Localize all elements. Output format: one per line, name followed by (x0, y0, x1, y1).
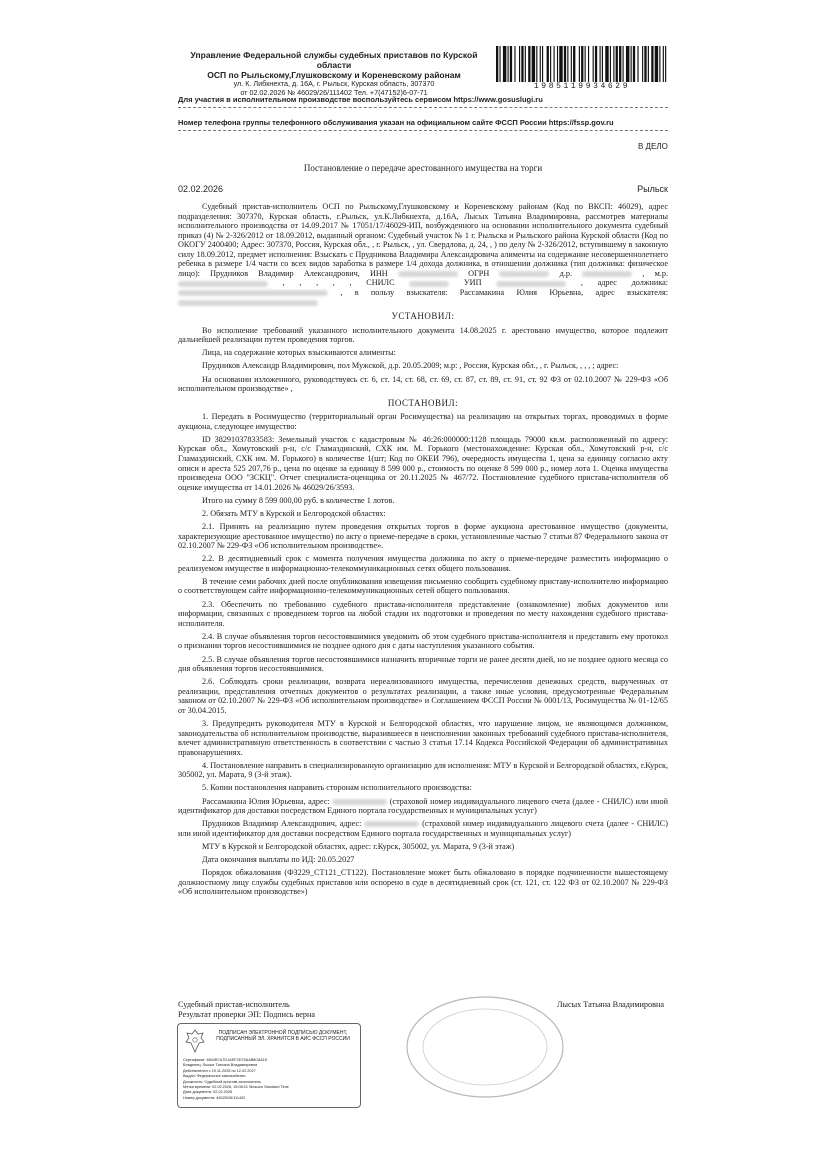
header-divider (178, 107, 668, 108)
barcode-bar (567, 46, 568, 82)
redacted-field (178, 290, 328, 296)
barcode-bar (637, 46, 638, 82)
barcode-bar (626, 46, 629, 82)
stamp-heading (210, 1030, 356, 1042)
redacted-field (409, 281, 449, 287)
org-name-line1: Управление Федеральной службы судебных приставов по Курской области (190, 50, 478, 70)
barcode-bar (547, 46, 549, 82)
barcode-bar (585, 46, 586, 82)
redacted-field (364, 821, 419, 827)
barcode-bar (521, 46, 523, 82)
barcode-bar (540, 46, 541, 82)
resolution-item: 4. Постановление направить в специализированную организацию для исполнения: МТУ в Курской и Белгородской областях, г.Курск, 305002, ул. Марата, 9 (3-й этаж). (178, 760, 668, 780)
barcode-bar (499, 46, 500, 82)
barcode-bar (605, 46, 608, 82)
stamp-validity: Действителен с 19.11.2025 по 12.02.2027 (183, 1068, 256, 1073)
intro-uip: УИП (463, 278, 482, 288)
barcode-bar (663, 46, 664, 82)
stamp-details (183, 1058, 355, 1101)
barcode-bar (602, 46, 603, 82)
barcode-bar (651, 46, 653, 82)
recipient-name: Прудников Владимир Александрович, адрес: (202, 819, 362, 829)
barcode-bar (613, 46, 614, 82)
barcode-bar (665, 46, 666, 82)
stamp-number: Номер документа: 46029/26/111402 (183, 1095, 246, 1100)
stamp-role: Должность: Судебный пристав-исполнитель (183, 1079, 261, 1084)
stamp-heading-line: ПОДПИСАН ЭЛЕКТРОННОЙ ПОДПИСЬЮ ДОКУМЕНТ, (218, 1030, 348, 1036)
section-heading-ustanovil: УСТАНОВИЛ: (391, 311, 455, 322)
resolution-item: 3. Предупредить руководителя МТУ в Курской и Белгородской областях, что нарушение лицом, не являющимся должником, законодательства об исполнительном производстве, выразившееся в неисполнении законных требований судебного пристава-исполнителя, влечет административную ответственность в соответствии с частью 3 статьи 17.14 Кодекса Российской Федерации об административных правонарушениях. (178, 719, 668, 757)
intro-snils: , , , , , СНИЛС (282, 278, 395, 288)
redacted-field (178, 281, 268, 287)
header-divider (178, 130, 668, 131)
resolution-item: 2.2. В десятидневный срок с момента получения имущества должника по акту о приеме-передаче разместить информацию о реализуемом имуществе в информационно-телекоммуникационных сетях общего пользования. (178, 554, 668, 573)
redacted-field (332, 799, 387, 805)
appeal-procedure: Порядок обжалования (ФЗ229_СТ121_СТ122). Постановление может быть обжаловано в порядке подчиненности вышестоящему должностному лицу службы судебных приставов или оспорено в суде в десятидневный срок (ст. 121, ст. 122 ФЗ от 02.10.2007 № 229-ФЗ «Об исполнительном производстве») (178, 868, 668, 897)
stamp-time: Метка времени: 02.02.2026, 15:08:21 Moscow Standard Time (183, 1085, 289, 1090)
barcode-bar (564, 46, 566, 82)
recipient-mtu: МТУ в Курской и Белгородской областях, адрес: г.Курск, 305002, ул. Марата, 9 (3-й этаж) (202, 842, 515, 851)
resolution-item: 2.4. В случае объявления торгов несостоявшимися уведомить об этом судебного пристава-исполнителя и представить ему протокол о признании торгов несостоявшимися не позднее одного дня с даты наступления указанного события. (178, 631, 668, 651)
barcode-bar (514, 46, 515, 82)
resolution-item: 1. Передать в Росимущество (территориальный орган Росимущества) на реализацию на открытых торгах, проводимых в форме аукциона, следующее имущество: (178, 412, 668, 431)
russia-emblem-icon (184, 1028, 206, 1054)
barcode-bar (557, 46, 558, 82)
document-date: 02.02.2026 (178, 184, 224, 194)
recipient-claimant (178, 797, 668, 816)
resolution-item: 2. Обязать МТУ в Курской и Белгородской областях: (202, 508, 386, 518)
document-body (178, 202, 668, 901)
intro-paragraph (178, 202, 668, 307)
stamp-heading-line: ПОДПИСАННЫЙ ЭЛ. ХРАНИТСЯ В АИС ФССП РОССИИ (216, 1036, 350, 1042)
barcode-bar (631, 46, 632, 82)
barcode-bar (542, 46, 543, 82)
redacted-field (582, 271, 632, 277)
redacted-field (178, 300, 318, 306)
barcode-bar (503, 46, 506, 82)
barcode-bar (588, 46, 589, 82)
resolution-item: 2.3. Обеспечить по требованию судебного пристава-исполнителя представление (ознакомление) любых документов или информации, связанных с проведением торгов на любой стадии их подготовки и проведения по месту нахождения судебного пристава-исполнителя. (178, 599, 668, 628)
org-name-line2: ОСП по Рыльскому,Глушковскому и Кореневскому районам (207, 70, 461, 80)
electronic-signature-stamp (177, 1023, 361, 1108)
barcode-bar (600, 46, 601, 82)
barcode-bar (508, 46, 509, 82)
resolution-item: Итого на сумму 8 599 000,00 руб. в количестве 1 лотов. (202, 495, 395, 505)
org-reference: от 02.02.2026 № 46029/26/111402 Тел. +7(47152)6-07-71 (240, 87, 428, 97)
document-city: Рыльск (637, 184, 668, 194)
barcode-bar (554, 46, 555, 82)
barcode-bar (532, 46, 535, 82)
ustanovil-paragraph: Прудников Александр Владимирович, пол Мужской, д.р. 20.05.2009; м.р: , Россия, Курская обл., , г. Рыльск, , , , ; адрес: (202, 361, 619, 371)
resolution-item: 2.6. Соблюдать сроки реализации, возврата нереализованного имущества, перечисления денежных средств, вырученных от реализации, представления отчетных документов о результатах реализации, а также иные условия, предусмотренные Федеральным законом от 02.10.2007 № 229-ФЗ «Об исполнительном производстве» и Соглашением ФССП России № 0001/13, Росимущества № 01-12/65 от 30.04.2015. (178, 677, 668, 715)
barcode-bar (593, 46, 594, 82)
resolution-item: 5. Копии постановления направить сторонам исполнительного производства: (202, 783, 472, 793)
signer-name: Лысых Татьяна Владимировна (556, 1000, 664, 1009)
issuer-header (178, 50, 490, 97)
barcode-bar (616, 46, 618, 82)
intro-debtor-address: , адрес должника: (580, 278, 669, 288)
barcode-bar (550, 46, 551, 82)
intro-dob: д.р. (559, 268, 573, 278)
barcode-bar (623, 46, 624, 82)
barcode-bar (644, 46, 646, 82)
recipient-debtor (178, 819, 668, 838)
barcode-bar (579, 46, 580, 82)
barcode-bar (496, 46, 498, 82)
barcode-bar (655, 46, 658, 82)
recipient-details: (страховой номер индивидуального лицевого счета (далее - СНИЛС) или иной идентификатор для доставки посредством Единого портала государственных и муниципальных услуг) (178, 819, 668, 838)
redacted-field (398, 271, 458, 277)
barcode-bar (648, 46, 649, 82)
barcode-bar (642, 46, 643, 82)
redacted-field (499, 271, 549, 277)
resolution-item: В течение семи рабочих дней после опубликования извещения письменно сообщить судебному приставу-исполнителю информацию о соответствующем сайте информационно-телекоммуникационных сетей общего пользования. (178, 576, 668, 596)
barcode-bar (573, 46, 575, 82)
barcode-bar (528, 46, 530, 82)
barcode-bar (559, 46, 562, 82)
barcode-bar (525, 46, 526, 82)
barcode (496, 46, 668, 82)
intro-ogrn: ОГРН (468, 268, 490, 278)
intro-claimant: , в пользу взыскателя: Рассамакина Юлия Юрьевна, адрес взыскателя: (340, 287, 668, 297)
barcode-bar (581, 46, 583, 82)
barcode-bar (619, 46, 621, 82)
stamp-owner: Владелец: Лысых Татьяна Владимировна (183, 1063, 258, 1068)
barcode-bar (595, 46, 597, 82)
stamp-certificate: Сертификат: 6602B7A7D1AEF2D79AAB8C8A15 (183, 1058, 267, 1062)
barcode-bar (536, 46, 537, 82)
resolution-item: ID 38291037833583: Земельный участок с кадастровым № 46:26:000000:1128 площадь 79000 кв.м. расположенный по адресу: Курская обл., Хомутовский р-н, с/с Гламаздинский, СХК им. М. Горького (местонахождение: Курская обл., Хомутовский р-н, с/с Гламаздинский, СХК им. М. Горького) в количестве 1(шт; Код по ОКЕИ 796), очередность имущества 1, цена за единицу согласно акту описи и ареста 525 207,76 р., цена по оценке за единицу 8 599 000 р., стоимость по оценке 8 599 000 р., номер лота 1. Оценка имущества произведена ООО "ЗСКЦ". Отчет специалиста-оценщика от 20.11.2025 № 467/72. Постановление судебного пристава-исполнителя об оценке имущества от 14.01.2026 № 46029/26/3593. (178, 434, 668, 492)
ustanovil-paragraph: Лица, на содержание которых взыскиваются алименты: (202, 348, 396, 358)
signer-position: Судебный пристав-исполнитель (178, 1000, 290, 1009)
barcode-bar (519, 46, 520, 82)
gosuslugi-notice: Для участия в исполнительном производстве воспользуйтесь сервисом https://www.gosuslugi.ru (178, 95, 543, 104)
phone-notice: Номер телефона группы телефонного обслуживания указан на официальном сайте ФССП России https://fssp.gov.ru (178, 118, 614, 127)
section-heading-postanovil: ПОСТАНОВИЛ: (387, 397, 459, 408)
barcode-bar (571, 46, 572, 82)
document-title: Постановление о передаче арестованного имущества на торги (303, 163, 543, 173)
stamp-issuer: Выдан: Федеральное казначейство (183, 1074, 246, 1079)
payment-end-date: Дата окончания выплаты по ИД: 20.05.2027 (202, 855, 355, 865)
intro-pob: , м.р. (642, 268, 669, 278)
ustanovil-paragraph: Во исполнение требований указанного исполнительного документа 14.08.2025 г. арестовано имущество, которое подлежит дальнейшей реализации путем проведения торгов. (178, 325, 668, 345)
recipient-name: Рассамакина Юлия Юрьевна, адрес: (202, 796, 330, 806)
ustanovil-paragraph: На основании изложенного, руководствуясь ст. 6, ст. 14, ст. 68, ст. 69, ст. 87, ст. 89, ст. 91, ст. 92 ФЗ от 02.10.2007 № 229-ФЗ «Об исполнительном производстве» , (178, 374, 668, 394)
to-file-mark: В ДЕЛО (638, 142, 668, 151)
stamp-date: Дата документа: 02.02.2026 (183, 1090, 233, 1095)
barcode-bar (659, 46, 660, 82)
intro-text: Судебный пристав-исполнитель ОСП по Рыльскому,Глушковскому и Кореневскому районам (Код по ВКСП: 46029), адрес подразделения: 307370, Курская область, г.Рыльск, ул.К.Либкнехта, д.16А, Лысых Татьяна Владимировна, рассмотрев материалы исполнительного производства от 14.09.2017 № 17051/17/46029-ИП, возбужденного на основании исполнительного документа судебный приказ (4) № 2-326/2012 от 18.09.2012, выданный органом: Судебный участок № 1 г. Рыльска и Рыльского района Курской области (Код по ОКОГУ 2400400; Адрес: 307370, Россия, Курская обл., , г. Рыльск, , ул. Свердлова, д. 24, , ) по делу № 2-326/2012, вступившему в законную силу 18.09.2012, предмет исполнения: Взыскать с Прудникова Владимира Александровича алименты на содержание несовершеннолетнего ребенка в размере 1/4 части со всех видов заработка в размере 1/4 дохода должника, в отношении должника (тип должника: физическое лицо): Прудников Владимир Александрович, ИНН (178, 202, 668, 278)
barcode-bar (510, 46, 512, 82)
ep-check-result: Результат проверки ЭП: Подпись верна (178, 1010, 316, 1019)
resolution-item: 2.5. В случае объявления торгов несостоявшимися назначить вторичные торги не ранее десяти дней, но не позднее одного месяца со дня объявления торгов несостоявшимися. (178, 654, 668, 674)
recipient-details: (страховой номер индивидуального лицевого счета (далее - СНИЛС) или иной идентификатор для доставки посредством Единого портала государственных и муниципальных услуг) (178, 796, 669, 816)
round-seal-stamp (400, 992, 570, 1102)
resolution-item: 2.1. Принять на реализацию путем проведения открытых торгов в форме аукциона арестованное имущество (документы, характеризующие арестованное имущество) по акту о приеме-передаче в сроки, установленные частью 7 статьи 87 Федерального закона от 02.10.2007 № 229-ФЗ «Об исполнительном производстве». (178, 522, 668, 551)
org-address: ул. К. Либкнехта, д. 16А, г. Рыльск, Курская область, 307370 (233, 79, 435, 88)
barcode-bar (610, 46, 611, 82)
barcode-number: 1985119934629 (533, 82, 631, 91)
barcode-bar (633, 46, 635, 82)
redacted-field (496, 281, 566, 287)
